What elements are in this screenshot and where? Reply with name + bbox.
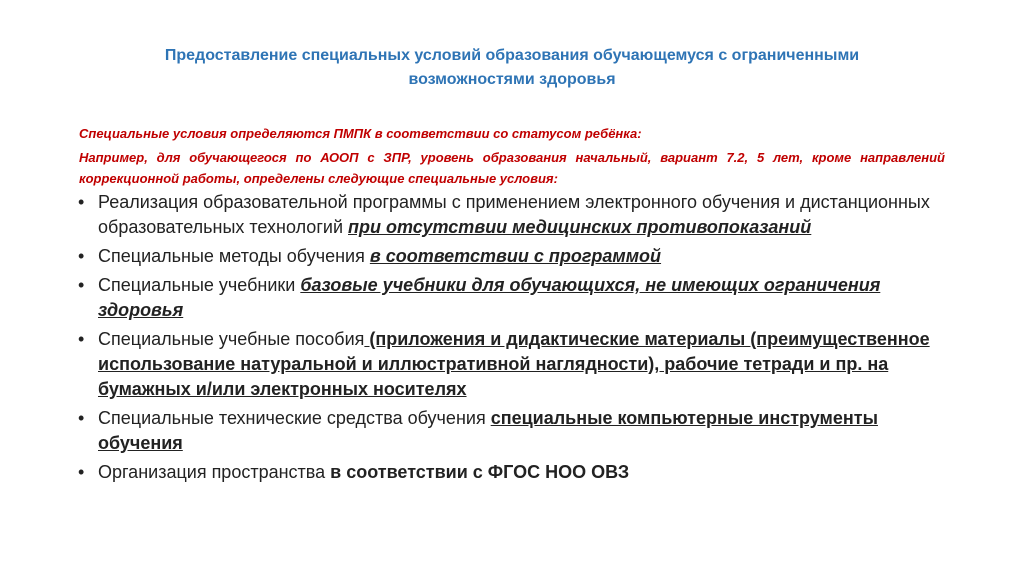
list-item [78,460,958,485]
item-text: Организация пространства [98,462,331,482]
item-emphasis: базовые учебники для обучающихся, не имеющих ограничения здоровья [98,275,881,320]
list-item [78,273,958,323]
intro-block [79,123,945,189]
item-text: Специальные учебники [98,275,301,295]
item-text: Специальные методы обучения [98,246,370,266]
bullet-icon: • [78,192,85,212]
intro-line-2: Например, для обучающегося по АООП с ЗПР, уровень образования начальный, вариант 7.2, 5 лет, кроме направлений коррекционной работы, определены следующие специальные условия: [79,150,945,186]
list-item [78,327,958,402]
list-item [78,190,958,240]
conditions-list [78,190,958,489]
bullet-icon: • [78,246,85,266]
bullet-icon: • [78,462,85,482]
slide-title-line-2: возможностями здоровья [408,71,616,88]
item-emphasis: при отсутствии медицинских противопоказаний [348,217,812,237]
list-item [78,406,958,456]
list-item [78,244,958,269]
bullet-icon: • [78,408,85,428]
item-text: Специальные технические средства обучения [98,408,491,428]
item-text: Реализация образовательной программы с применением электронного обучения и дистанционных образовательных технологий [98,192,930,237]
slide-title-line-1: Предоставление специальных условий образования обучающемуся с ограниченными [164,47,860,64]
item-emphasis: в соответствии с ФГОС НОО ОВЗ [330,462,630,482]
item-emphasis: (приложения и дидактические материалы (преимущественное использование натуральной и иллюстративной наглядности), рабочие тетради и пр. на бумажных и/или электронных носителях [98,329,930,399]
item-text: Специальные учебные пособия [98,329,365,349]
item-emphasis: в соответствии с программой [369,246,662,266]
bullet-icon: • [78,275,85,295]
intro-line-1: Специальные условия определяются ПМПК в соответствии со статусом ребёнка: [79,126,642,141]
bullet-icon: • [78,329,85,349]
item-emphasis: специальные компьютерные инструменты обучения [98,408,878,453]
slide-title [60,44,964,92]
